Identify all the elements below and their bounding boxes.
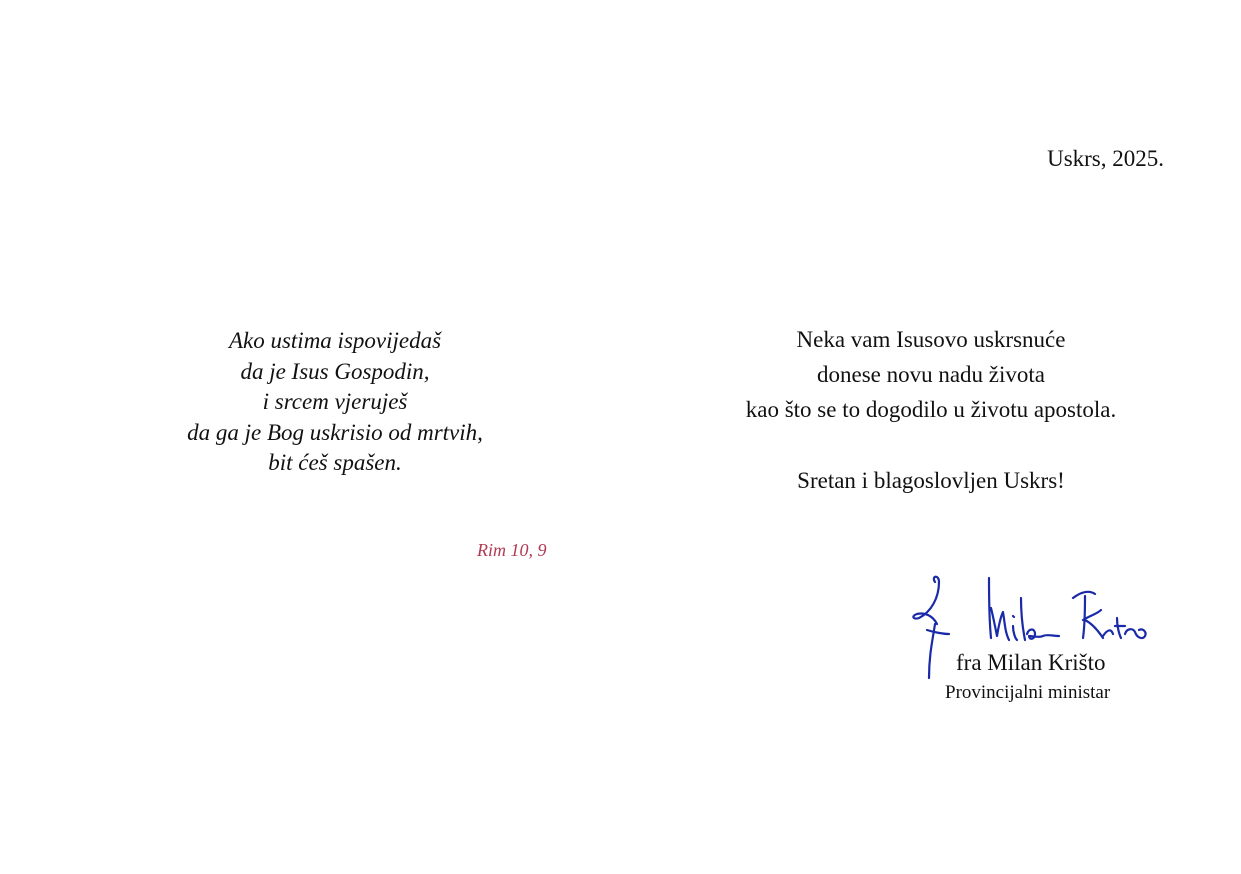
bible-verse bbox=[135, 326, 535, 479]
verse-line: da ga je Bog uskrisio od mrtvih, bbox=[187, 419, 483, 445]
verse-line: da je Isus Gospodin, bbox=[240, 358, 430, 384]
verse-line: Ako ustima ispovijedaš bbox=[228, 328, 442, 353]
signatory-title: Provincijalni ministar bbox=[945, 682, 1111, 703]
verse-reference: Rim 10, 9 bbox=[477, 540, 547, 560]
greeting-message bbox=[690, 322, 1172, 427]
date-line: Uskrs, 2025. bbox=[1047, 146, 1164, 171]
greeting-line: donese novu nadu života bbox=[816, 362, 1046, 387]
greeting-line: Neka vam Isusovo uskrsnuće bbox=[796, 327, 1066, 352]
verse-line: i srcem vjeruješ bbox=[262, 389, 408, 414]
signatory-name: fra Milan Krišto bbox=[956, 650, 1106, 675]
closing-wish: Sretan i blagoslovljen Uskrs! bbox=[797, 468, 1065, 493]
greeting-line: kao što se to dogodilo u životu apostola. bbox=[745, 397, 1117, 422]
verse-line: bit ćeš spašen. bbox=[268, 450, 402, 475]
